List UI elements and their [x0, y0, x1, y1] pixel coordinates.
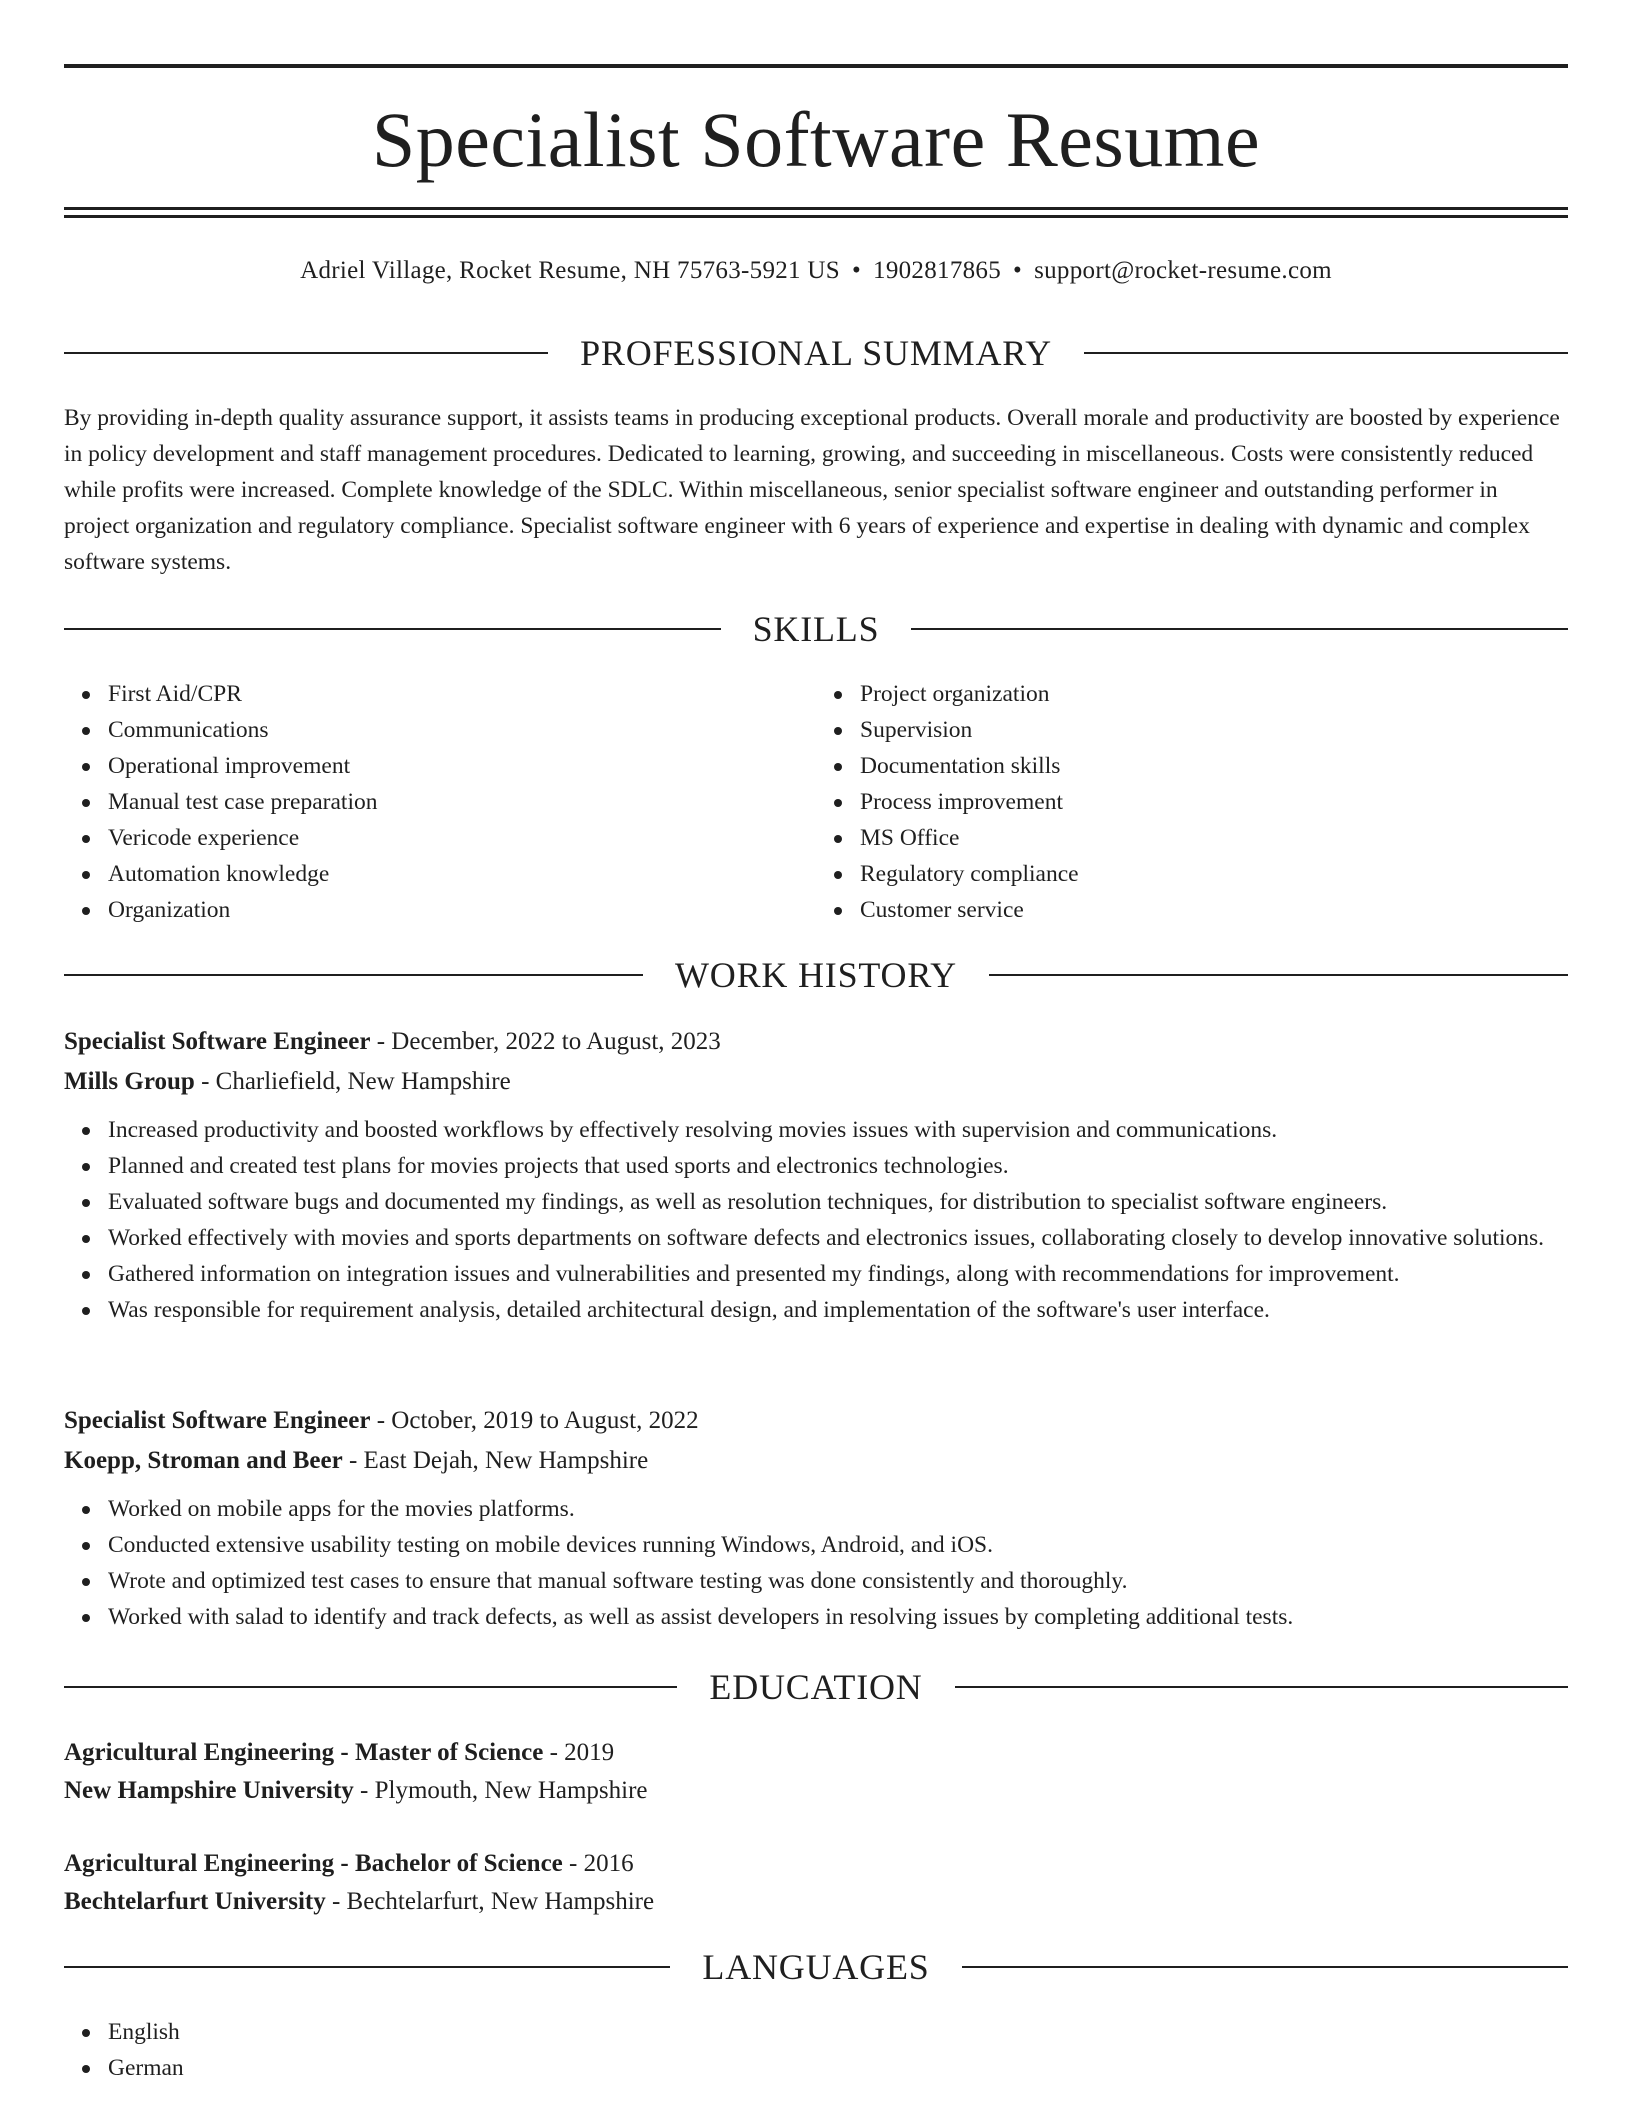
education-entry: [64, 1845, 1568, 1921]
title-rule-lower: [64, 215, 1568, 218]
section-title: PROFESSIONAL SUMMARY: [580, 333, 1052, 373]
skill-item: Documentation skills: [860, 748, 1568, 784]
language-item: English: [108, 2014, 1612, 2050]
skills-column-left: [64, 676, 816, 928]
skill-item: Customer service: [860, 892, 1568, 928]
education-location: - Plymouth, New Hampshire: [353, 1777, 648, 1804]
skill-item: Manual test case preparation: [108, 784, 816, 820]
education-school: Bechtelarfurt University: [64, 1888, 326, 1915]
top-rule: [64, 64, 1568, 68]
heading-rule-left: [64, 628, 721, 630]
resume-title: Specialist Software Resume: [371, 96, 1261, 183]
job-entry: [64, 1401, 1568, 1635]
skill-item: Project organization: [860, 676, 1568, 712]
contact-phone: 1902817865: [873, 257, 1002, 284]
education-degree-line: [64, 1734, 1568, 1772]
job-bullet: Increased productivity and boosted workflows by effectively resolving movies issues with supervision and communications.: [108, 1112, 1568, 1148]
skill-item: Supervision: [860, 712, 1568, 748]
heading-rule-left: [64, 974, 643, 976]
title-rule-upper: [64, 207, 1568, 210]
section-heading-skills: [64, 604, 1568, 654]
job-company: Mills Group: [64, 1068, 195, 1095]
contact-address: Adriel Village, Rocket Resume, NH 75763-5921 US: [300, 257, 840, 284]
education-degree: Agricultural Engineering - Bachelor of Science: [64, 1850, 563, 1877]
skill-item: MS Office: [860, 820, 1568, 856]
heading-rule-right: [962, 1966, 1568, 1968]
contact-line: [64, 253, 1568, 289]
education-school-line: [64, 1883, 1568, 1921]
skills-column-right: [816, 676, 1568, 928]
skill-item: Automation knowledge: [108, 856, 816, 892]
job-dates: - October, 2019 to August, 2022: [370, 1407, 699, 1434]
education-location: - Bechtelarfurt, New Hampshire: [325, 1888, 655, 1915]
summary-text: By providing in-depth quality assurance support, it assists teams in producing exceptional products. Overall morale and productivity are boosted by experience in policy development and staff management procedures. Dedicated to learning, growing, and succeeding in miscellaneous. Costs were consistently reduced while profits were increased. Complete knowledge of the SDLC. Within miscellaneous, senior specialist software engineer and outstanding performer in project organization and regulatory compliance. Specialist software engineer with 6 years of experience and expertise in dealing with dynamic and complex software systems.: [64, 405, 1560, 575]
heading-rule-left: [64, 1966, 670, 1968]
job-company-line: [64, 1062, 1568, 1102]
skill-item: First Aid/CPR: [108, 676, 816, 712]
skill-item: Regulatory compliance: [860, 856, 1568, 892]
section-heading-work: [64, 950, 1568, 1000]
section-heading-languages: [64, 1942, 1568, 1992]
job-bullets: [64, 1491, 1568, 1635]
education-degree-line: [64, 1845, 1568, 1883]
section-title: LANGUAGES: [702, 1947, 930, 1987]
job-bullets: [64, 1112, 1568, 1328]
contact-separator: •: [1013, 257, 1023, 284]
languages-list: [64, 2014, 1612, 2086]
job-bullet: Worked effectively with movies and sports departments on software defects and electronics issues, collaborating closely to develop innovative solutions.: [108, 1220, 1568, 1256]
contact-separator: •: [851, 257, 862, 284]
heading-rule-left: [64, 352, 548, 354]
job-bullet: Conducted extensive usability testing on mobile devices running Windows, Android, and iOS.: [108, 1527, 1568, 1563]
education-entry: [64, 1734, 1568, 1810]
job-entry: [64, 1022, 1568, 1328]
skills-list: [64, 676, 1568, 928]
skill-item: Communications: [108, 712, 816, 748]
section-title: WORK HISTORY: [675, 955, 957, 995]
education-degree: Agricultural Engineering - Master of Science: [64, 1739, 544, 1766]
job-location: - East Dejah, New Hampshire: [342, 1447, 649, 1474]
job-dates: - December, 2022 to August, 2023: [370, 1028, 721, 1055]
heading-rule-right: [911, 628, 1568, 630]
section-title: SKILLS: [752, 609, 880, 649]
education-school-line: [64, 1772, 1568, 1810]
job-company: Koepp, Stroman and Beer: [64, 1447, 343, 1474]
job-bullet: Planned and created test plans for movies projects that used sports and electronics technologies.: [108, 1148, 1568, 1184]
skill-item: Organization: [108, 892, 816, 928]
job-location: - Charliefield, New Hampshire: [194, 1068, 511, 1095]
job-bullet: Was responsible for requirement analysis, detailed architectural design, and implementation of the software's user interface.: [108, 1292, 1568, 1328]
job-company-line: [64, 1441, 1568, 1481]
language-item: German: [108, 2050, 1612, 2086]
job-title: Specialist Software Engineer: [64, 1407, 371, 1434]
heading-rule-left: [64, 1686, 677, 1688]
job-title-line: [64, 1401, 1568, 1441]
education-year: - 2016: [562, 1850, 634, 1877]
skill-item: Vericode experience: [108, 820, 816, 856]
job-bullet: Evaluated software bugs and documented my findings, as well as resolution techniques, for distribution to specialist software engineers.: [108, 1184, 1568, 1220]
heading-rule-right: [1084, 352, 1568, 354]
job-title-line: [64, 1022, 1568, 1062]
job-bullet: Wrote and optimized test cases to ensure that manual software testing was done consistently and thoroughly.: [108, 1563, 1568, 1599]
education-school: New Hampshire University: [64, 1777, 354, 1804]
section-heading-summary: [64, 328, 1568, 378]
job-bullet: Worked on mobile apps for the movies platforms.: [108, 1491, 1568, 1527]
heading-rule-right: [989, 974, 1568, 976]
skill-item: Operational improvement: [108, 748, 816, 784]
section-heading-education: [64, 1662, 1568, 1712]
contact-email: support@rocket-resume.com: [1034, 257, 1332, 284]
job-title: Specialist Software Engineer: [64, 1028, 371, 1055]
education-year: - 2019: [543, 1739, 615, 1766]
section-title: EDUCATION: [709, 1667, 923, 1707]
heading-rule-right: [955, 1686, 1568, 1688]
job-bullet: Worked with salad to identify and track defects, as well as assist developers in resolving issues by completing additional tests.: [108, 1599, 1568, 1635]
skill-item: Process improvement: [860, 784, 1568, 820]
job-bullet: Gathered information on integration issues and vulnerabilities and presented my findings, along with recommendations for improvement.: [108, 1256, 1568, 1292]
